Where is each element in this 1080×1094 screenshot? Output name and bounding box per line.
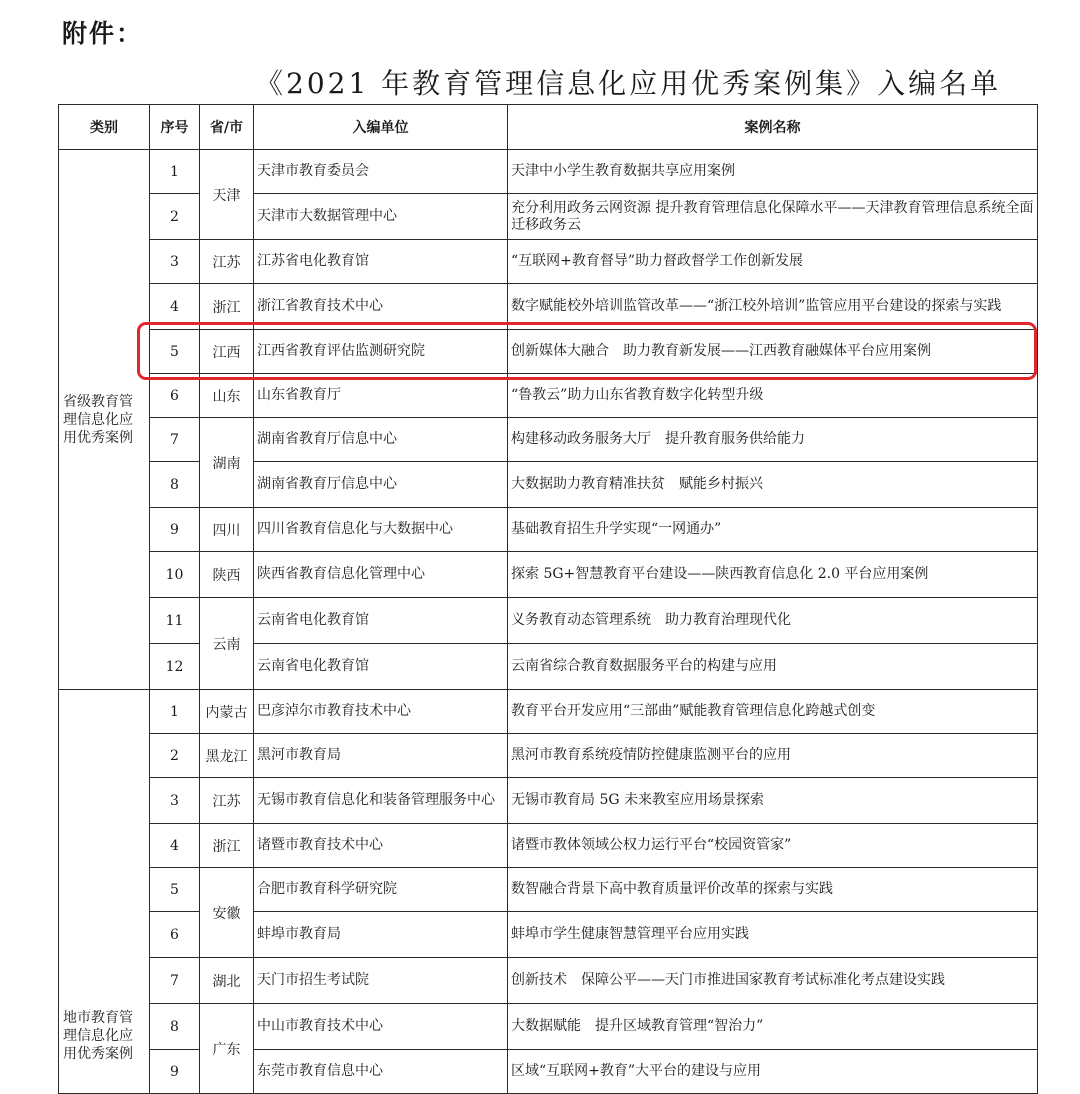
unit-cell: 中山市教育技术中心 [254, 1004, 508, 1050]
province-cell: 江西 [200, 330, 254, 374]
table-row [59, 150, 1038, 194]
row-number: 11 [150, 598, 200, 644]
case-cell: 天津中小学生教育数据共享应用案例 [508, 150, 1038, 194]
province-cell: 湖南 [200, 418, 254, 508]
table-row [59, 508, 1038, 552]
row-number: 8 [150, 462, 200, 508]
header-province: 省/市 [200, 105, 254, 150]
table-row [59, 240, 1038, 284]
unit-cell: 浙江省教育技术中心 [254, 284, 508, 330]
unit-cell: 诸暨市教育技术中心 [254, 824, 508, 868]
unit-cell: 江西省教育评估监测研究院 [254, 330, 508, 374]
table-row [59, 598, 1038, 644]
roster-table [58, 104, 1038, 1094]
case-cell: “鲁教云”助力山东省教育数字化转型升级 [508, 374, 1038, 418]
table-row-highlighted [59, 330, 1038, 374]
province-cell: 江苏 [200, 240, 254, 284]
unit-cell: 湖南省教育厅信息中心 [254, 462, 508, 508]
row-number: 2 [150, 734, 200, 778]
case-cell: 充分利用政务云网资源 提升教育管理信息化保障水平——天津教育管理信息系统全面迁移政务云 [508, 194, 1038, 240]
case-cell: 创新媒体大融合 助力教育新发展——江西教育融媒体平台应用案例 [508, 330, 1038, 374]
case-cell: 探索 5G+智慧教育平台建设——陕西教育信息化 2.0 平台应用案例 [508, 552, 1038, 598]
row-number: 5 [150, 868, 200, 912]
header-category: 类别 [59, 105, 150, 150]
row-number: 9 [150, 508, 200, 552]
province-cell: 安徽 [200, 868, 254, 958]
row-number: 1 [150, 150, 200, 194]
category-municipal: 地市教育管理信息化应用优秀案例 [59, 690, 150, 1094]
row-number: 9 [150, 1050, 200, 1094]
unit-cell: 江苏省电化教育馆 [254, 240, 508, 284]
case-cell: 大数据助力教育精准扶贫 赋能乡村振兴 [508, 462, 1038, 508]
province-cell: 广东 [200, 1004, 254, 1094]
case-cell: 基础教育招生升学实现“一网通办” [508, 508, 1038, 552]
case-cell: “互联网+教育督导”助力督政督学工作创新发展 [508, 240, 1038, 284]
row-number: 10 [150, 552, 200, 598]
unit-cell: 东莞市教育信息中心 [254, 1050, 508, 1094]
header-unit: 入编单位 [254, 105, 508, 150]
province-cell: 四川 [200, 508, 254, 552]
row-number: 7 [150, 418, 200, 462]
unit-cell: 巴彦淖尔市教育技术中心 [254, 690, 508, 734]
case-cell: 蚌埠市学生健康智慧管理平台应用实践 [508, 912, 1038, 958]
case-cell: 数智融合背景下高中教育质量评价改革的探索与实践 [508, 868, 1038, 912]
row-number: 3 [150, 778, 200, 824]
unit-cell: 蚌埠市教育局 [254, 912, 508, 958]
row-number: 5 [150, 330, 200, 374]
row-number: 3 [150, 240, 200, 284]
row-number: 1 [150, 690, 200, 734]
province-cell: 浙江 [200, 284, 254, 330]
case-cell: 构建移动政务服务大厅 提升教育服务供给能力 [508, 418, 1038, 462]
unit-cell: 陕西省教育信息化管理中心 [254, 552, 508, 598]
table-row [59, 418, 1038, 462]
row-number: 4 [150, 284, 200, 330]
row-number: 6 [150, 912, 200, 958]
unit-cell: 云南省电化教育馆 [254, 598, 508, 644]
table-row [59, 374, 1038, 418]
province-cell: 江苏 [200, 778, 254, 824]
case-cell: 大数据赋能 提升区域教育管理“智治力” [508, 1004, 1038, 1050]
province-cell: 陕西 [200, 552, 254, 598]
unit-cell: 无锡市教育信息化和装备管理服务中心 [254, 778, 508, 824]
unit-cell: 四川省教育信息化与大数据中心 [254, 508, 508, 552]
unit-cell: 天门市招生考试院 [254, 958, 508, 1004]
case-cell: 黑河市教育系统疫情防控健康监测平台的应用 [508, 734, 1038, 778]
province-cell: 内蒙古 [200, 690, 254, 734]
province-cell: 云南 [200, 598, 254, 690]
table-row [59, 824, 1038, 868]
row-number: 12 [150, 644, 200, 690]
province-cell: 湖北 [200, 958, 254, 1004]
case-cell: 教育平台开发应用“三部曲”赋能教育管理信息化跨越式创变 [508, 690, 1038, 734]
table-row [59, 868, 1038, 912]
case-cell: 创新技术 保障公平——天门市推进国家教育考试标准化考点建设实践 [508, 958, 1038, 1004]
table-row [59, 1004, 1038, 1050]
case-cell: 无锡市教育局 5G 未来教室应用场景探索 [508, 778, 1038, 824]
province-cell: 天津 [200, 150, 254, 240]
unit-cell: 合肥市教育科学研究院 [254, 868, 508, 912]
case-cell: 诸暨市教体领域公权力运行平台“校园资管家” [508, 824, 1038, 868]
case-cell: 云南省综合教育数据服务平台的构建与应用 [508, 644, 1038, 690]
case-cell: 义务教育动态管理系统 助力教育治理现代化 [508, 598, 1038, 644]
table-row [59, 284, 1038, 330]
document-title: 《2021 年教育管理信息化应用优秀案例集》入编名单 [255, 67, 1002, 100]
table-row [59, 552, 1038, 598]
header-case: 案例名称 [508, 105, 1038, 150]
header-number: 序号 [150, 105, 200, 150]
header-row [59, 105, 1038, 150]
attachment-label: 附件： [62, 19, 144, 48]
case-cell: 区域“互联网+教育”大平台的建设与应用 [508, 1050, 1038, 1094]
row-number: 6 [150, 374, 200, 418]
table-row [59, 690, 1038, 734]
row-number: 2 [150, 194, 200, 240]
table-row [59, 778, 1038, 824]
row-number: 7 [150, 958, 200, 1004]
unit-cell: 黑河市教育局 [254, 734, 508, 778]
unit-cell: 天津市大数据管理中心 [254, 194, 508, 240]
province-cell: 浙江 [200, 824, 254, 868]
row-number: 8 [150, 1004, 200, 1050]
table-row [59, 734, 1038, 778]
category-provincial: 省级教育管理信息化应用优秀案例 [59, 150, 150, 690]
row-number: 4 [150, 824, 200, 868]
table-row [59, 958, 1038, 1004]
unit-cell: 天津市教育委员会 [254, 150, 508, 194]
unit-cell: 山东省教育厅 [254, 374, 508, 418]
province-cell: 山东 [200, 374, 254, 418]
unit-cell: 湖南省教育厅信息中心 [254, 418, 508, 462]
unit-cell: 云南省电化教育馆 [254, 644, 508, 690]
case-cell: 数字赋能校外培训监管改革——“浙江校外培训”监管应用平台建设的探索与实践 [508, 284, 1038, 330]
province-cell: 黑龙江 [200, 734, 254, 778]
